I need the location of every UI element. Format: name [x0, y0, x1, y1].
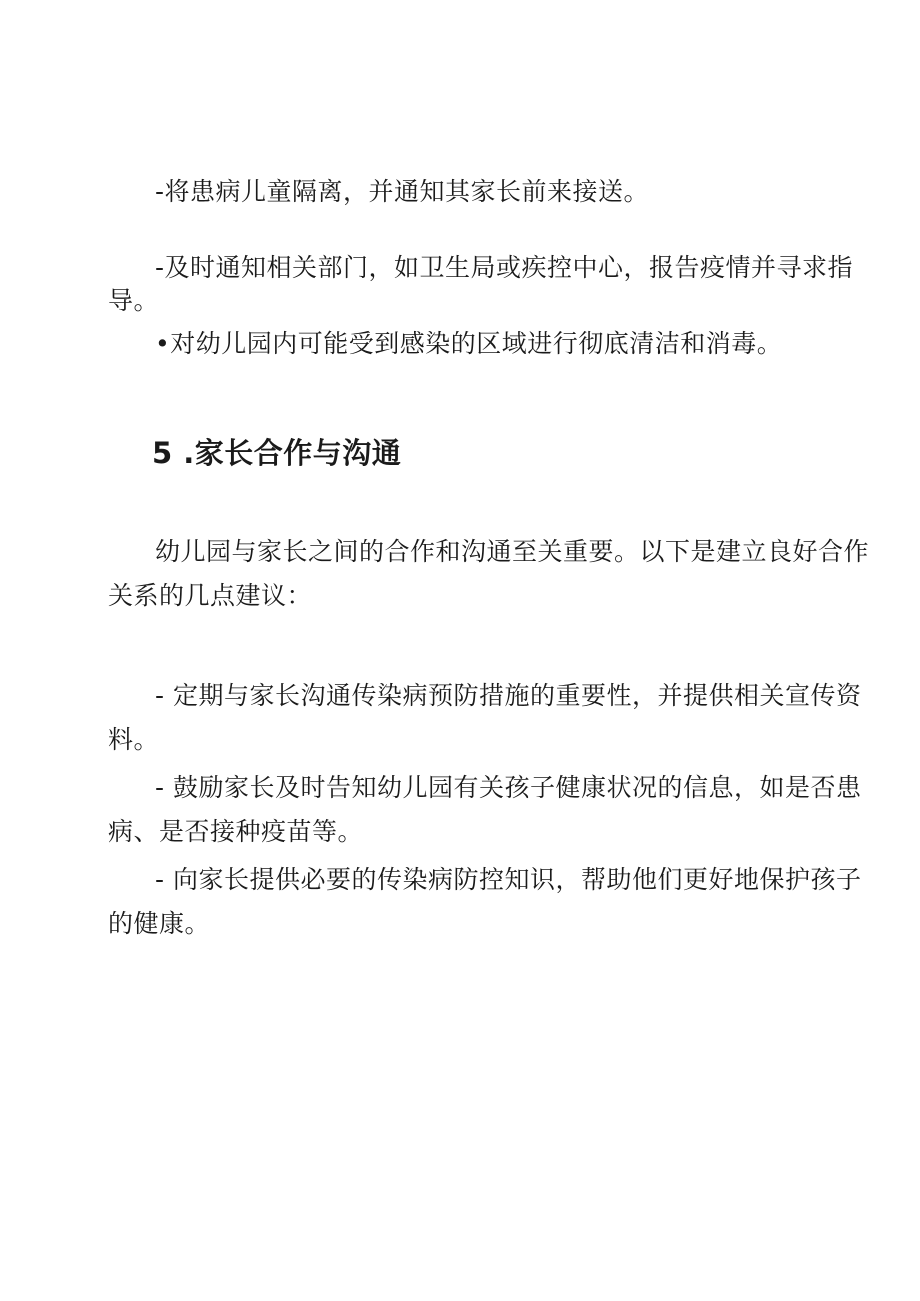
list-item-notify-departments	[155, 252, 853, 284]
list-item-communicate	[155, 680, 861, 712]
list-item-text: 病、是否接种疫苗等。	[108, 817, 364, 846]
section-heading: 5 .家长合作与沟通	[152, 436, 402, 470]
intro-paragraph	[155, 536, 869, 568]
list-item-knowledge	[155, 864, 861, 896]
list-item-text: •对幼儿园内可能受到感染的区域进行彻底清洁和消毒。	[155, 329, 783, 358]
list-item-communicate-cont	[108, 724, 159, 756]
intro-paragraph-cont	[108, 580, 312, 612]
paragraph-text: 关系的几点建议：	[108, 581, 313, 610]
list-item-isolate	[155, 176, 649, 208]
paragraph-text: 幼儿园与家长之间的合作和沟通至关重要。以下是建立良好合作	[155, 537, 870, 566]
list-item-text: 的健康。	[108, 909, 211, 938]
list-item-notify-departments-cont	[108, 285, 159, 317]
list-item-health-status-cont	[108, 816, 363, 848]
list-item-text: -将患病儿童隔离，并通知其家长前来接送。	[155, 177, 650, 206]
list-item-text: - 向家长提供必要的传染病防控知识，帮助他们更好地保护孩子	[155, 865, 862, 894]
list-item-text: - 定期与家长沟通传染病预防措施的重要性，并提供相关宣传资	[155, 681, 862, 710]
list-item-text: - 鼓励家长及时告知幼儿园有关孩子健康状况的信息，如是否患	[155, 773, 862, 802]
list-item-knowledge-cont	[108, 908, 210, 940]
list-item-health-status	[155, 772, 861, 804]
list-item-text: 导。	[108, 286, 160, 315]
list-item-disinfect	[155, 328, 782, 360]
list-item-text: 料。	[108, 725, 160, 754]
list-item-text: -及时通知相关部门，如卫生局或疾控中心，报告疫情并寻求指	[155, 253, 854, 282]
